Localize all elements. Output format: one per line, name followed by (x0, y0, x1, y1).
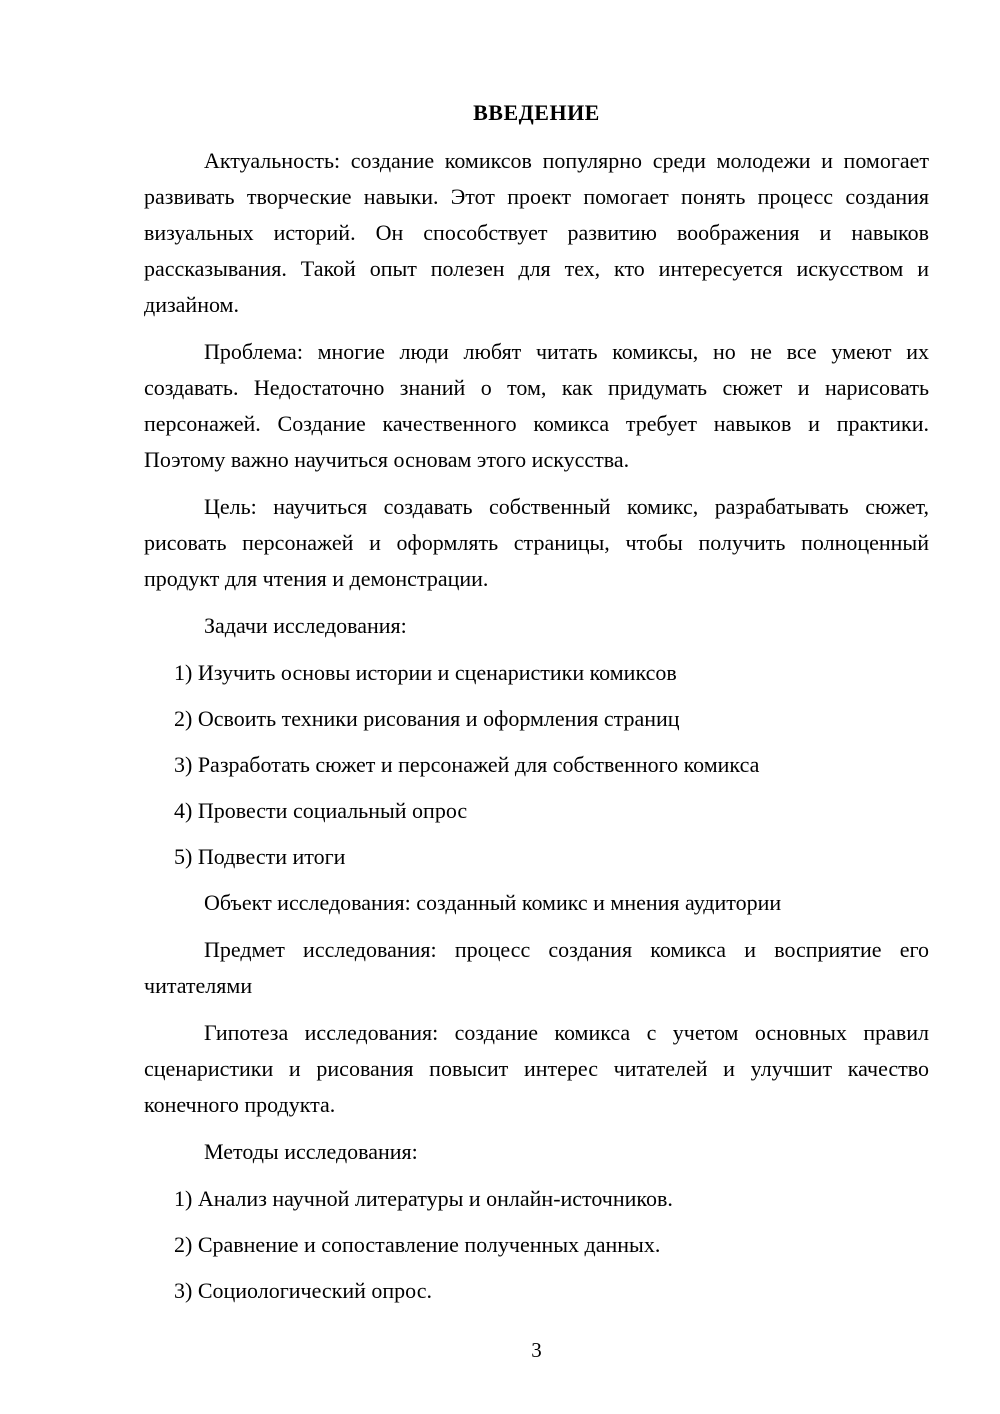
method-list-item-3: 3) Социологический опрос. (174, 1278, 432, 1303)
paragraph-hypothesis: Гипотеза исследования: создание комикса с учетом основных правил сценаристики и рисования повысит интерес читателей и улучшит качество конечного продукта. (144, 1020, 929, 1117)
page-title: ВВЕДЕНИЕ (473, 100, 600, 125)
paragraph-goal: Цель: научиться создавать собственный комикс, разрабатывать сюжет, рисовать персонажей и оформлять страницы, чтобы получить полноценный продукт для чтения и демонстрации. (144, 494, 929, 591)
paragraph-problem: Проблема: многие люди любят читать комиксы, но не все умеют их создавать. Недостаточно знаний о том, как придумать сюжет и нарисовать персонажей. Создание качественного комикса требует навыков и практики. Поэтому важно научиться основам этого искусства. (144, 339, 929, 472)
subheading-methods: Методы исследования: (204, 1139, 418, 1164)
task-list-item-5: 5) Подвести итоги (174, 844, 346, 869)
task-list-item-4: 4) Провести социальный опрос (174, 798, 468, 823)
page-number: 3 (531, 1338, 542, 1362)
paragraph-relevance: Актуальность: создание комиксов популярно среди молодежи и помогает развивать творческие навыки. Этот проект помогает понять процесс создания визуальных историй. Он способствует развитию воображения и навыков рассказывания. Такой опыт полезен для тех, кто интересуется искусством и дизайном. (144, 148, 929, 317)
method-list-item-1: 1) Анализ научной литературы и онлайн-источников. (174, 1186, 673, 1211)
paragraph-object: Объект исследования: созданный комикс и мнения аудитории (204, 890, 782, 915)
paragraph-subject: Предмет исследования: процесс создания комикса и восприятие его читателями (144, 937, 929, 998)
method-list-item-2: 2) Сравнение и сопоставление полученных данных. (174, 1232, 661, 1257)
task-list-item-3: 3) Разработать сюжет и персонажей для собственного комикса (174, 752, 760, 777)
task-list-item-2: 2) Освоить техники рисования и оформления страниц (174, 706, 680, 731)
subheading-tasks: Задачи исследования: (204, 613, 407, 638)
task-list-item-1: 1) Изучить основы истории и сценаристики комиксов (174, 660, 677, 685)
